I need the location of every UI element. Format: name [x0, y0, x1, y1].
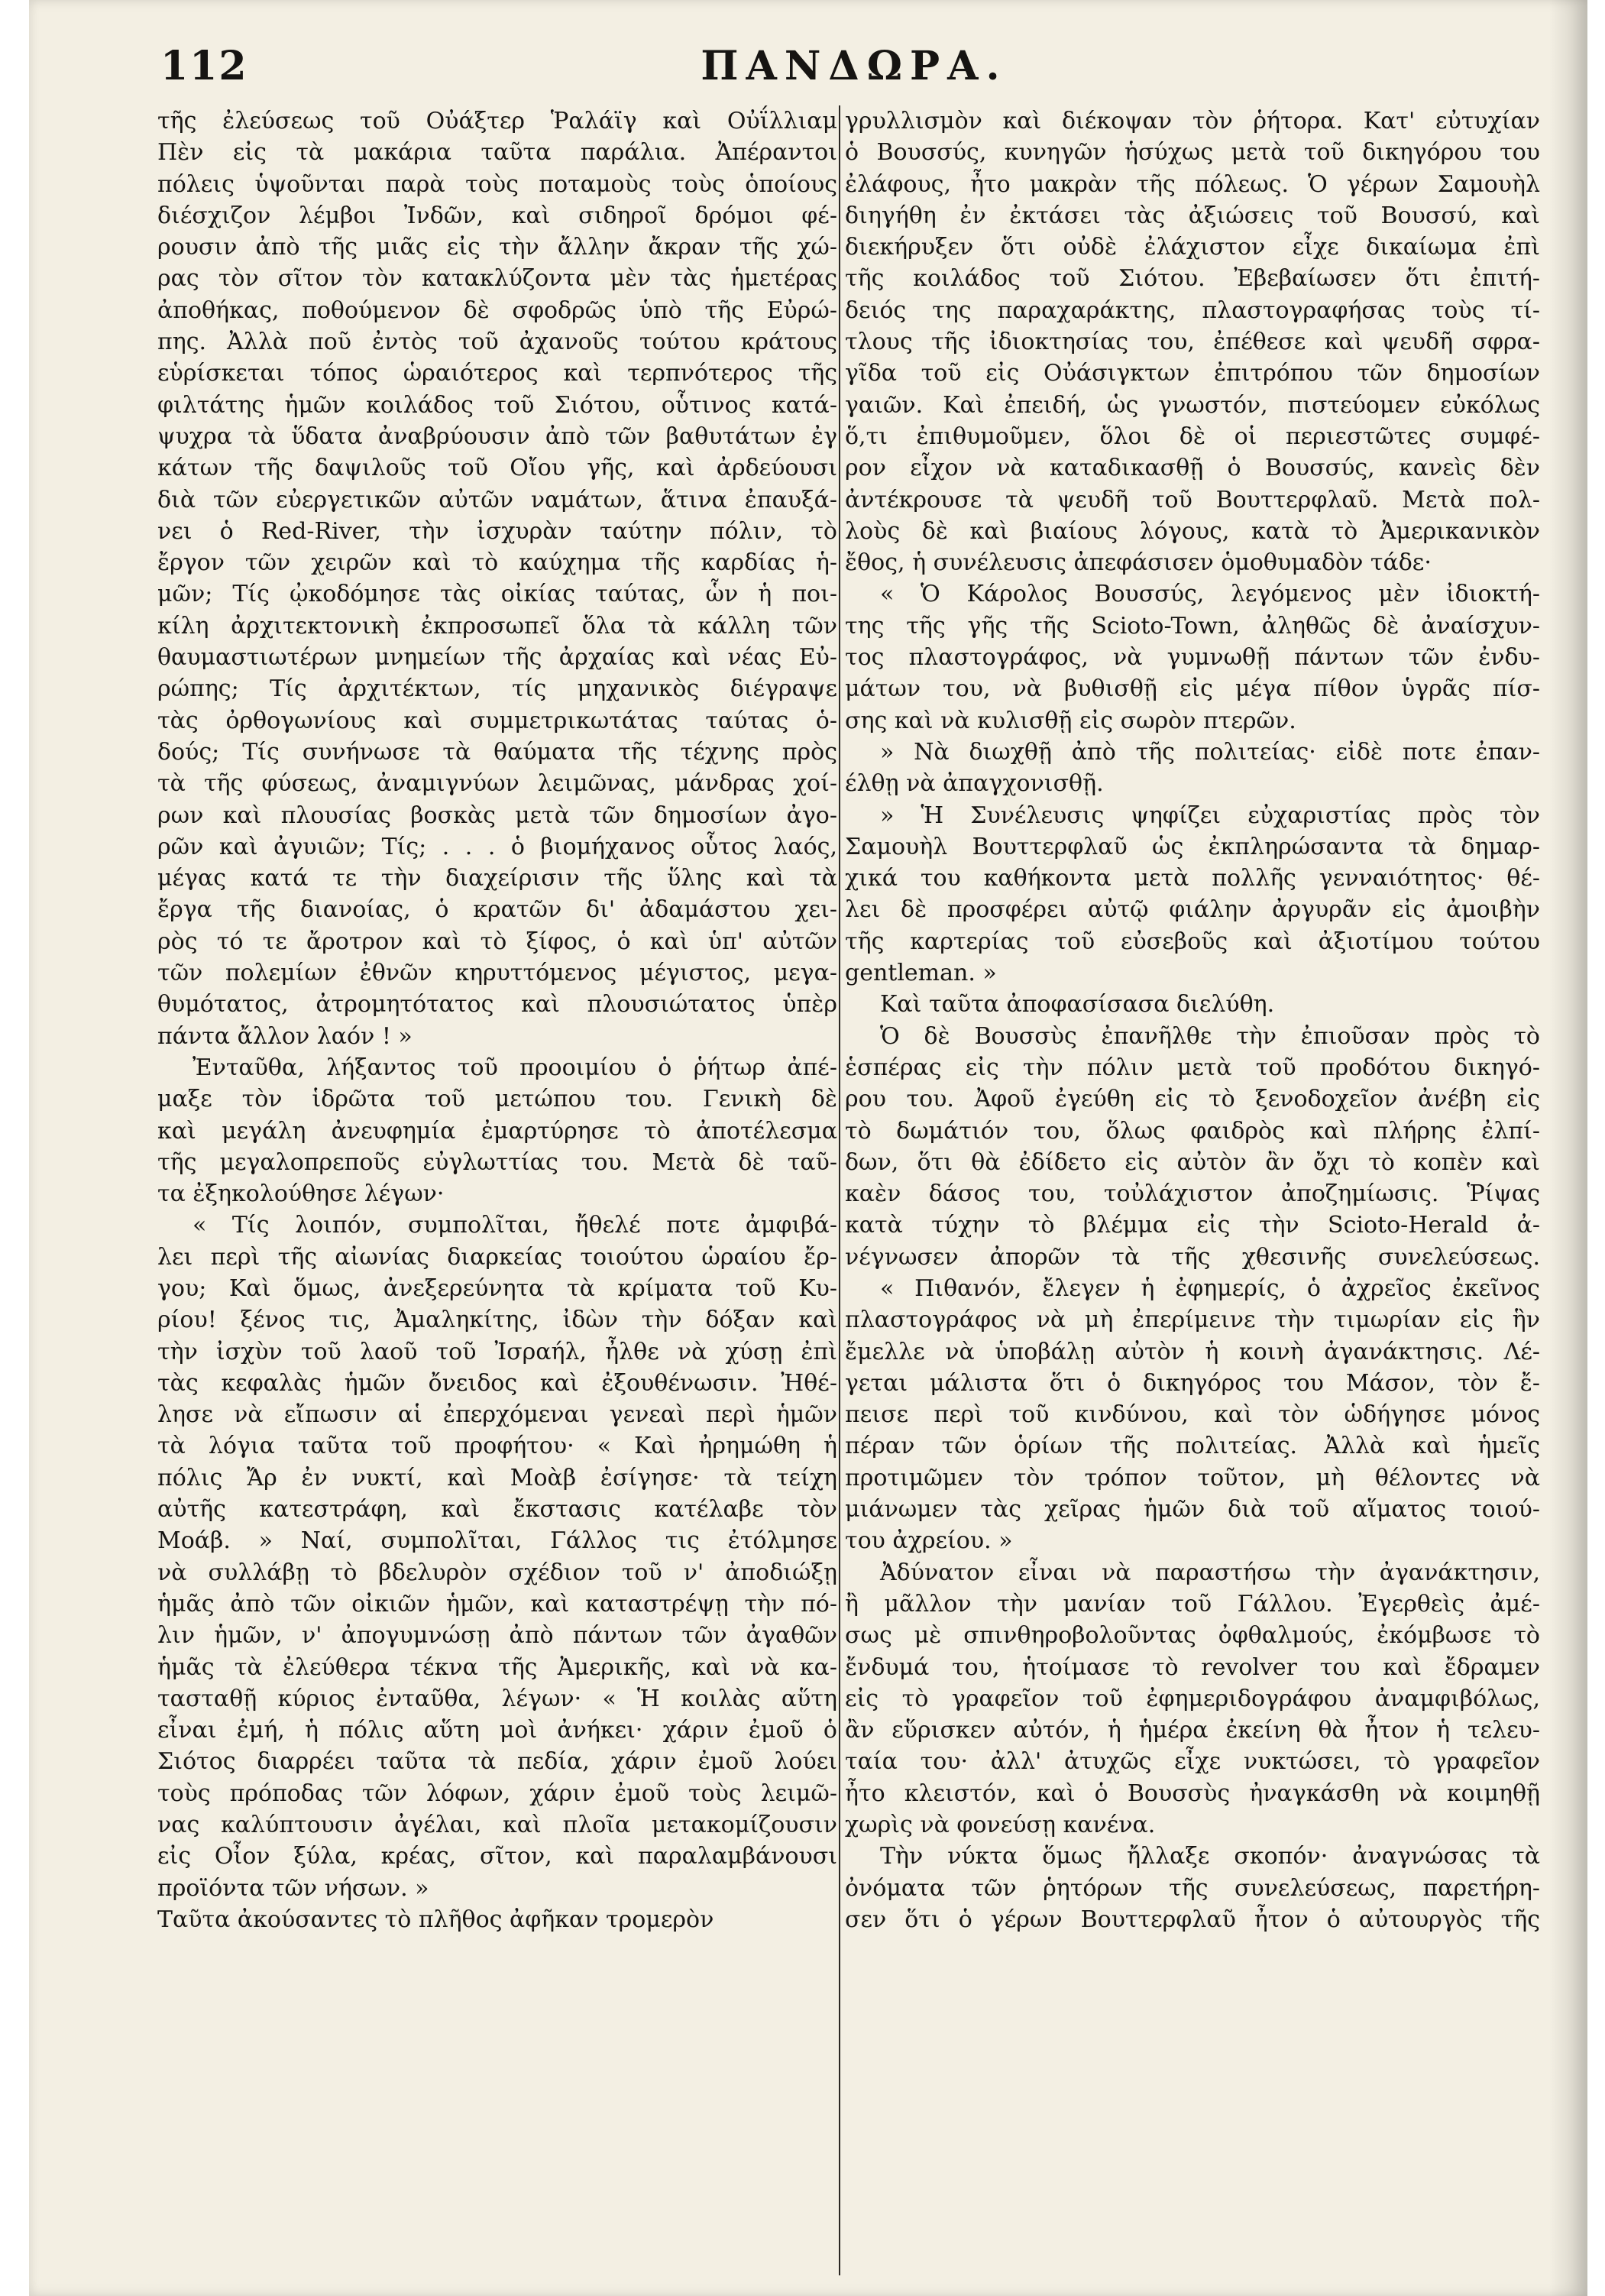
left-column	[157, 105, 837, 1935]
text-line: κατὰ τύχην τὸ βλέμμα εἰς τὴν Scioto-Herald ἀ-	[845, 1212, 1540, 1239]
text-columns	[157, 105, 1563, 2275]
text-line: τῶν πολεμίων ἐθνῶν κηρυττόμενος μέγιστος, μεγα-	[157, 960, 837, 987]
text-line: Ἐνταῦθα, λήξαντος τοῦ προοιμίου ὁ ῥήτωρ ἀπέ-	[193, 1054, 837, 1081]
text-line: γρυλλισμὸν καὶ διέκοψαν τὸν ῥήτορα. Κατ' εὐτυχίαν	[845, 108, 1540, 134]
text-line: τὰς ὀρθογωνίους καὶ συμμετρικωτάτας ταύτας ὁ-	[157, 707, 837, 734]
text-line: δούς; Τίς συνήνωσε τὰ θαύματα τῆς τέχνης πρὸς	[157, 738, 837, 766]
page-number: 112	[160, 43, 248, 89]
running-title: ΠΑΝΔΩΡΑ.	[701, 43, 1008, 89]
text-line: ὁ Βουσσύς, κυνηγῶν ἡσύχως μετὰ τοῦ δικηγόρου του	[845, 139, 1540, 167]
text-line: ἔθος, ἡ συνέλευσις ἀπεφάσισεν ὁμοθυμαδὸν τάδε·	[845, 549, 1432, 577]
text-line: αὐτῆς κατεστράφη, καὶ ἔκστασις κατέλαβε τὸν	[157, 1496, 837, 1524]
text-line: σης καὶ νὰ κυλισθῇ εἰς σωρὸν πτερῶν.	[845, 707, 1296, 734]
text-line: εἶναι ἐμή, ἡ πόλις αὕτη μοὶ ἀνήκει· χάριν ἐμοῦ ὁ	[157, 1717, 837, 1744]
text-line: προϊόντα τῶν νήσων. »	[157, 1874, 429, 1902]
text-line: Μοάβ. » Ναί, συμπολῖται, Γάλλος τις ἐτόλμησε	[157, 1527, 837, 1555]
text-line: γαιῶν. Καὶ ἐπειδή, ὡς γνωστόν, πιστεύομεν εὐκόλως	[845, 391, 1540, 419]
text-line: χωρὶς νὰ φονεύσῃ κανένα.	[845, 1812, 1156, 1839]
text-line: λιν ἡμῶν, ν' ἀπογυμνώσῃ ἀπὸ πάντων τῶν ἀγαθῶν	[157, 1622, 837, 1650]
text-line: ρώπης; Τίς ἀρχιτέκτων, τίς μηχανικὸς διέγραψε	[157, 675, 837, 703]
text-line: Καὶ ταῦτα ἀποφασίσασα διελύθη.	[880, 991, 1275, 1018]
text-line: γῖδα τοῦ εἰς Οὐάσιγκτων ἐπιτρόπου τῶν δημοσίων	[845, 360, 1540, 387]
text-line: » Ἡ Συνέλευσις ψηφίζει εὐχαριστίας πρὸς τὸν	[880, 801, 1540, 829]
page-header	[136, 43, 1572, 96]
text-line: ταία του· ἀλλ' ἀτυχῶς εἶχε νυκτώσει, τὸ γραφεῖον	[845, 1748, 1540, 1776]
text-line: κίλη ἀρχιτεκτονικὴ ἐκπροσωπεῖ ὅλα τὰ κάλλη τῶν	[157, 612, 837, 640]
text-line: τῆς μεγαλοπρεποῦς εὐγλωττίας του. Μετὰ δὲ ταῦ-	[157, 1148, 837, 1176]
text-line: καὶ μεγάλη ἀνευφημία ἐμαρτύρησε τὸ ἀποτέλεσμα	[157, 1117, 837, 1145]
text-line: πεισε περὶ τοῦ κινδύνου, καὶ τὸν ὡδήγησε μόνος	[845, 1401, 1540, 1429]
text-line: θυμότατος, ἀτρομητότατος καὶ πλουσιώτατος ὑπὲρ	[157, 991, 837, 1018]
text-line: ρὸς τό τε ἄροτρον καὶ τὸ ξίφος, ὁ καὶ ὑπ' αὐτῶν	[157, 928, 837, 955]
text-line: πάντα ἄλλον λαόν ! »	[157, 1022, 413, 1050]
text-line: εἰς Οἶον ξύλα, κρέας, σῖτον, καὶ παραλαμβάνουσι	[157, 1843, 837, 1870]
text-line: τῆς καρτερίας τοῦ εὐσεβοῦς καὶ ἀξιοτίμου τούτου	[845, 928, 1540, 955]
text-line: « Τίς λοιπόν, συμπολῖται, ἤθελέ ποτε ἀμφιβά-	[193, 1212, 837, 1239]
text-line: » Νὰ διωχθῇ ἀπὸ τῆς πολιτείας· εἰδὲ ποτε ἐπαν-	[880, 738, 1540, 766]
text-line: προτιμῶμεν τὸν τρόπον τοῦτον, μὴ θέλοντες νὰ	[845, 1464, 1540, 1491]
text-line: ἀντέκρουσε τὰ ψευδῆ τοῦ Βουττερφλαῦ. Μετὰ πολ-	[845, 486, 1540, 513]
text-line: λει περὶ τῆς αἰωνίας διαρκείας τοιούτου ὡραίου ἔρ-	[157, 1243, 837, 1271]
text-line: ρας τὸν σῖτον τὸν κατακλύζοντα μὲν τὰς ἡμετέρας	[157, 265, 837, 293]
text-line: τῆς ἐλεύσεως τοῦ Οὐάξτερ Ῥαλάϊγ καὶ Οὐΐλλιαμ	[157, 108, 837, 134]
right-column	[845, 105, 1540, 1935]
text-line: ἀποθήκας, ποθούμενον δὲ σφοδρῶς ὑπὸ τῆς Εὐρώ-	[157, 296, 837, 324]
text-line: Σαμουὴλ Βουττερφλαῦ ὡς ἐκπληρώσαντα τὰ δημαρ-	[845, 833, 1540, 860]
text-line: τῆς κοιλάδος τοῦ Σιότου. Ἐβεβαίωσεν ὅτι ἐπιτή-	[845, 265, 1540, 293]
text-line: Ἀδύνατον εἶναι νὰ παραστήσω τὴν ἀγανάκτησιν,	[880, 1559, 1540, 1586]
text-line: τὸ δωμάτιόν του, ὅλως φαιδρὸς καὶ πλήρης ἐλπί-	[845, 1117, 1540, 1145]
text-line: ἔμελλε νὰ ὑποβάλῃ αὐτὸν ἡ κοινὴ ἀγανάκτησις. Λέ-	[845, 1338, 1540, 1365]
text-line: θαυμαστιωτέρων μνημείων τῆς ἀρχαίας καὶ νέας Εὐ-	[157, 644, 837, 672]
text-line: εἰς τὸ γραφεῖον τοῦ ἐφημεριδογράφου ἀναμφιβόλως,	[845, 1685, 1540, 1712]
text-line: ρων καὶ πλουσίας βοσκὰς μετὰ τῶν δημοσίων ἀγο-	[157, 801, 837, 829]
text-line: Πὲν εἰς τὰ μακάρια ταῦτα παράλια. Ἀπέραντοι	[157, 139, 837, 167]
text-line: ἦτο κλειστόν, καὶ ὁ Βουσσὺς ἠναγκάσθη νὰ κοιμηθῇ	[845, 1779, 1540, 1807]
text-line: τοὺς πρόποδας τῶν λόφων, χάριν ἐμοῦ τοὺς λειμῶ-	[157, 1779, 837, 1807]
text-line: ἔνδυμά του, ἡτοίμασε τὸ revolver του καὶ ἔδραμεν	[845, 1653, 1540, 1681]
text-line: λει δὲ προσφέρει αὐτῷ φιάλην ἀργυρᾶν εἰς ἀμοιβὴν	[845, 896, 1540, 924]
text-line: Ὁ δὲ Βουσσὺς ἐπανῆλθε τὴν ἐπιοῦσαν πρὸς τὸ	[880, 1022, 1540, 1050]
text-line: νας καλύπτουσιν ἀγέλαι, καὶ πλοῖα μετακομίζουσιν	[157, 1812, 837, 1839]
text-line: έλθῃ νὰ ἀπαγχονισθῇ.	[845, 770, 1104, 798]
text-line: πόλεις ὑψοῦνται παρὰ τοὺς ποταμοὺς τοὺς ὁποίους	[157, 170, 837, 198]
text-line: ἡμᾶς τὰ ἐλεύθερα τέκνα τῆς Ἀμερικῆς, καὶ νὰ κα-	[157, 1653, 837, 1681]
text-line: τὰ τῆς φύσεως, ἀναμιγνύων λειμῶνας, μάνδρας χοί-	[157, 770, 837, 798]
text-line: ὅ,τι ἐπιθυμοῦμεν, ὅλοι δὲ οἱ περιεστῶτες συμφέ-	[845, 423, 1540, 450]
text-line: ἡμᾶς ἀπὸ τῶν οἰκιῶν ἡμῶν, καὶ καταστρέψῃ τὴν πό-	[157, 1590, 837, 1618]
text-line: γου; Καὶ ὅμως, ἀνεξερεύνητα τὰ κρίματα τοῦ Κυ-	[157, 1274, 837, 1302]
text-line: πης. Ἀλλὰ ποῦ ἐντὸς τοῦ ἀχανοῦς τούτου κράτους	[157, 329, 837, 356]
text-line: ρουσιν ἀπὸ τῆς μιᾶς εἰς τὴν ἄλλην ἄκραν τῆς χώ-	[157, 234, 837, 261]
text-line: του ἀχρείου. »	[845, 1527, 1013, 1555]
text-line: τος πλαστογράφος, νὰ γυμνωθῇ πάντων τῶν ἐνδυ-	[845, 644, 1540, 672]
text-line: μάτων του, νὰ βυθισθῇ εἰς μέγα πίθον ὑγρᾶς πίσ-	[845, 675, 1540, 703]
text-line: ἂν εὕρισκεν αὐτόν, ἡ ἡμέρα ἐκείνη θὰ ἦτον ἡ τελευ-	[845, 1717, 1540, 1744]
text-line: « Ὁ Κάρολος Βουσσύς, λεγόμενος μὲν ἰδιοκτή-	[880, 581, 1540, 608]
text-line: διὰ τῶν εὐεργετικῶν αὐτῶν ναμάτων, ἅτινα ἐπαυξά-	[157, 486, 837, 513]
text-line: τασταθῇ κύριος ἐνταῦθα, λέγων· « Ἡ κοιλὰς αὕτη	[157, 1685, 837, 1712]
text-line: τὰ λόγια ταῦτα τοῦ προφήτου· « Καὶ ἠρημώθη ἡ	[157, 1433, 837, 1460]
text-line: νὰ συλλάβῃ τὸ βδελυρὸν σχέδιον τοῦ ν' ἀποδιώξῃ	[157, 1559, 837, 1586]
text-line: μαξε τὸν ἱδρῶτα τοῦ μετώπου του. Γενικὴ δὲ	[157, 1086, 837, 1113]
text-line: gentleman. »	[845, 960, 997, 987]
text-line: τὰς κεφαλὰς ἡμῶν ὄνειδος καὶ ἐξουθένωσιν. Ἠθέ-	[157, 1369, 837, 1397]
text-line: λησε νὰ εἴπωσιν αἱ ἐπερχόμεναι γενεαὶ περὶ ἡμῶν	[157, 1401, 837, 1429]
text-line: τα ἐξηκολούθησε λέγων·	[157, 1180, 445, 1208]
column-divider	[839, 105, 840, 2275]
text-line: Τὴν νύκτα ὅμως ἤλλαξε σκοπόν· ἀναγνώσας τὰ	[880, 1843, 1540, 1870]
text-line: δων, ὅτι θὰ ἐδίδετο εἰς αὐτὸν ἂν ὄχι τὸ κοπὲν καὶ	[845, 1148, 1540, 1176]
text-line: χικά του καθήκοντα μετὰ πολλῆς γενναιότητος· θέ-	[845, 865, 1540, 892]
text-line: πλαστογράφος νὰ μὴ ἐπερίμεινε τὴν τιμωρίαν εἰς ἣν	[845, 1307, 1540, 1334]
text-line: της τῆς γῆς τῆς Scioto-Town, ἀληθῶς δὲ ἀναίσχυν-	[845, 612, 1540, 640]
text-line: εὑρίσκεται τόπος ὡραιότερος καὶ τερπνότερος τῆς	[157, 360, 837, 387]
text-line: νει ὁ Red-River, τὴν ἰσχυρὰν ταύτην πόλιν, τὸ	[157, 517, 837, 545]
text-line: διεκήρυξεν ὅτι οὐδὲ ἐλάχιστον εἶχε δικαίωμα ἐπὶ	[845, 234, 1540, 261]
text-line: λοὺς δὲ καὶ βιαίους λόγους, κατὰ τὸ Ἀμερικανικὸν	[845, 517, 1540, 545]
text-line: μῶν; Τίς ᾠκοδόμησε τὰς οἰκίας ταύτας, ὧν ἡ ποι-	[157, 581, 837, 608]
text-line: τὴν ἰσχὺν τοῦ λαοῦ τοῦ Ἰσραήλ, ἦλθε νὰ χύσῃ ἐπὶ	[157, 1338, 837, 1365]
text-line: τλους τῆς ἰδιοκτησίας του, ἐπέθεσε καὶ ψευδῆ σφρα-	[845, 329, 1540, 356]
text-line: νέγνωσεν ἀπορῶν τὰ τῆς χθεσινῆς συνελεύσεως.	[845, 1243, 1540, 1271]
text-line: ἔργον τῶν χειρῶν καὶ τὸ καύχημα τῆς καρδίας ἡ-	[157, 549, 837, 577]
text-line: ρον εἶχον νὰ καταδικασθῇ ὁ Βουσσύς, κανεὶς δὲν	[845, 455, 1540, 482]
text-line: ρου του. Ἀφοῦ ἐγεύθη εἰς τὸ ξενοδοχεῖον ἀνέβη εἰς	[845, 1086, 1540, 1113]
text-line: ὀνόματα τῶν ῥητόρων τῆς συνελεύσεως, παρετήρη-	[845, 1874, 1540, 1902]
text-line: Σιότος διαρρέει ταῦτα τὰ πεδία, χάριν ἐμοῦ λούει	[157, 1748, 837, 1776]
text-line: κάτων τῆς δαψιλοῦς τοῦ Οἴου γῆς, καὶ ἀρδεύουσι	[157, 455, 837, 482]
text-line: Ταῦτα ἀκούσαντες τὸ πλῆθος ἀφῆκαν τρομερὸν	[157, 1906, 714, 1933]
text-line: σεν ὅτι ὁ γέρων Βουττερφλαῦ ἦτον ὁ αὐτουργὸς τῆς	[845, 1906, 1540, 1933]
text-line: διηγήθη ἐν ἐκτάσει τὰς ἀξιώσεις τοῦ Βουσσύ, καὶ	[845, 202, 1540, 229]
text-line: φιλτάτης ἡμῶν κοιλάδος τοῦ Σιότου, οὗτινος κατά-	[157, 391, 837, 419]
text-line: ρίου! ξένος τις, Ἀμαληκίτης, ἰδὼν τὴν δόξαν καὶ	[157, 1307, 837, 1334]
text-line: « Πιθανόν, ἔλεγεν ἡ ἐφημερίς, ὁ ἀχρεῖος ἐκεῖνος	[880, 1274, 1540, 1302]
text-line: ἑσπέρας εἰς τὴν πόλιν μετὰ τοῦ προδότου δικηγό-	[845, 1054, 1540, 1081]
text-line: διέσχιζον λέμβοι Ἰνδῶν, καὶ σιδηροῖ δρόμοι φέ-	[157, 202, 837, 229]
text-line: ἔργα τῆς διανοίας, ὁ κρατῶν δι' ἀδαμάστου χει-	[157, 896, 837, 924]
text-line: δειός της παραχαράκτης, πλαστογραφήσας τοὺς τί-	[845, 296, 1540, 324]
text-line: γεται μάλιστα ὅτι ὁ δικηγόρος του Μάσον, τὸν ἔ-	[845, 1369, 1540, 1397]
text-line: καὲν δάσος του, τοὐλάχιστον ἀποζημίωσις. Ῥίψας	[845, 1180, 1540, 1208]
text-line: ψυχρα τὰ ὕδατα ἀναβρύουσιν ἀπὸ τῶν βαθυτάτων ἐγ	[157, 423, 837, 450]
text-line: ἢ μᾶλλον τὴν μανίαν τοῦ Γάλλου. Ἐγερθεὶς ἀμέ-	[845, 1590, 1540, 1618]
text-line: μιάνωμεν τὰς χεῖρας ἡμῶν διὰ τοῦ αἵματος τοιού-	[845, 1496, 1540, 1524]
text-line: ἐλάφους, ἦτο μακρὰν τῆς πόλεως. Ὁ γέρων Σαμουὴλ	[845, 170, 1540, 198]
book-page	[29, 0, 1587, 2296]
text-line: μέγας κατά τε τὴν διαχείρισιν τῆς ὕλης καὶ τὰ	[157, 865, 837, 892]
text-line: ρῶν καὶ ἀγυιῶν; Τίς; . . . ὁ βιομήχανος οὗτος λαός,	[157, 833, 837, 860]
text-line: σως μὲ σπινθηροβολοῦντας ὀφθαλμούς, ἐκόμβωσε τὸ	[845, 1622, 1540, 1650]
text-line: πόλις Ἄρ ἐν νυκτί, καὶ Μοὰβ ἐσίγησε· τὰ τείχη	[157, 1464, 837, 1491]
text-line: πέραν τῶν ὁρίων τῆς πολιτείας. Ἀλλὰ καὶ ἡμεῖς	[845, 1433, 1540, 1460]
